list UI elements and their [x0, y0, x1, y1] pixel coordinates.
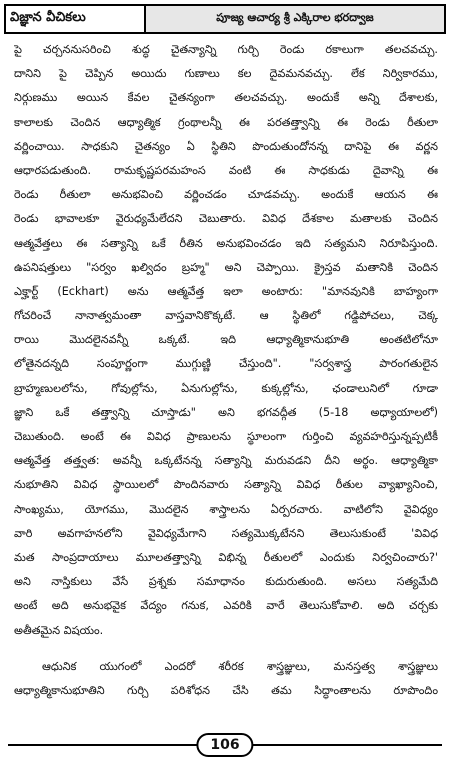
text-line: సాంఖ్యము, యోగము, మొదలైన శాస్త్రాలను ఏర్పరచారు. వాటిలోని వైవిధ్యం	[14, 502, 438, 516]
text-line: మత సాంప్రదాయాలు మూలతత్త్వాన్ని విభిన్న రీతులలో ఎందుకు నిర్వచించారు?'	[14, 550, 438, 564]
text-line: బ్రాహ్మణులలోను, గోవుల్లోను, ఏనుగుల్లోను, కుక్కల్లోను, ఛండాలునిలో గూడా	[14, 381, 438, 395]
text-line: గోచరించే నానాత్వమంతా వాస్తవానికొక్కటే. ఆ స్థితిలో గడ్డిపోచలు, చెక్క	[14, 309, 438, 323]
text-line: ఎక్హార్ట్ (Eckhart) అను ఆత్మవేత్త ఇలా అంటారు: "మానవునికి బాహ్యంగా	[14, 284, 438, 298]
text-line: జ్ఞాని ఒకే తత్త్వాన్ని చూస్తాడు" అని భగవద్గీత (5-18 అధ్యాయాలలో)	[14, 405, 438, 419]
text-line: నిర్గుణము అయిన కేవల చైతన్యంగా తలచవచ్చు. అందుకే అన్ని దేశాలకు,	[14, 91, 438, 105]
text-line: వారి అవగాహనలోని వైవిధ్యమేగాని సత్యమొక్కటేనని తెలుసుకుంటే 'వివిధ	[14, 526, 438, 540]
text-line: రాయి మొదలైనవన్నీ ఒక్కటే. ఇది ఆధ్యాత్మికానుభూతి అంతటిలోనూ	[14, 333, 438, 347]
text-line: కాలాలకు చెందిన ఆధ్యాత్మిక గ్రంథాలన్నీ ఈ పరతత్త్వాన్ని ఈ రెండు రీతులా	[14, 115, 438, 129]
text-line: ఆత్మవేత్తలు ఈ సత్యాన్ని ఒకే రీతిన అనుభవించడం ఇది సత్యమని నిరూపిస్తుంది.	[14, 236, 438, 250]
text-line: అంటే అది అనుభవైక వేద్యం గనుక, ఎవరికి వారే తెలుసుకోవాలి. అది చర్చకు	[14, 599, 438, 613]
text-line: ఆధునిక యుగంలో ఎందరో శరీరక శాస్త్రజ్ఞులు, మనస్తత్వ శాస్త్రజ్ఞులు	[42, 659, 438, 673]
text-line: చెబుతుంది. అంటే ఈ వివిధ ప్రాణులను స్థూలంగా గుర్తించి వ్యవహరిస్తున్నప్పటికీ	[14, 430, 438, 443]
running-header	[4, 4, 446, 34]
text-line: ఆధారపడుతుంది. రామకృష్ణపరమహంస వంటి ఈ సాధకుడు దైవాన్ని ఈ	[14, 163, 438, 177]
text-line: ఆత్మవేత్త తత్త్వత: అవన్నీ ఒక్కటేనన్న సత్యాన్ని మరువడని దీని అర్థం. ఆధ్యాత్మికా	[14, 454, 438, 468]
text-line: పై చర్చననుసరించి శుద్ధ చైతన్యాన్ని గుర్చి రెండు రకాలుగా తలచవచ్చు.	[14, 43, 438, 56]
paragraph-spacer	[14, 643, 438, 655]
text-line: రెండు భావాలకూ వైరుధ్యమేలేదని చెబుతారు. వివిధ దేశకాల మతాలకు చెందిన	[14, 212, 438, 226]
text-line: రెండు రీతులా అనుభవించి వర్ణించడం చూడవచ్చు. అందుకే ఆయన ఈ	[14, 188, 438, 202]
text-line: అతీతమైన విషయం.	[14, 623, 104, 637]
text-line: అని నాస్తికులు వేసే ప్రశ్నకు సమాధానం కుదురుతుంది. అసలు సత్యమేది	[14, 575, 438, 589]
text-line: ఆధ్యాత్మికానుభూతిని గుర్చి పరిశోధన చేసి తమ సిద్ధాంతాలను రూపొందిం	[14, 683, 438, 697]
text-line: దానిని పై చెప్పిన అయిదు గుణాలు కల దైవమనవచ్చు. లేక నిర్వికారము,	[14, 67, 438, 81]
page-number: 106	[196, 733, 253, 757]
text-line: నుభూతిని వివిధ స్థాయిలలో పొందినవారు సత్యాన్ని వివిధ రీతుల వ్యాఖ్యానించి,	[14, 478, 438, 492]
text-line: వర్ణించాయి. సాధకుని చైతన్యం ఏ స్థితిని పొందుతుందోనన్న దానిపై ఈ వర్ణన	[14, 139, 438, 153]
author-name: పూజ్య ఆచార్య శ్రీ ఎక్కిరాల భరద్వాజ	[146, 6, 444, 32]
text-line: ఉపనిషత్తులు "సర్వం ఖల్విదం బ్రహ్మ" అని చెప్పాయి. క్రైస్తవ మతానికి చెందిన	[14, 260, 438, 274]
body-text	[14, 38, 438, 703]
section-title: విజ్ఞాన వీచికలు	[6, 6, 146, 32]
text-line: లోతైనదన్నది సంపూర్ణంగా ముగ్గుణ్ణి చేస్తుంది". "సర్వశాస్త్ర పారంగతులైన	[14, 357, 438, 371]
